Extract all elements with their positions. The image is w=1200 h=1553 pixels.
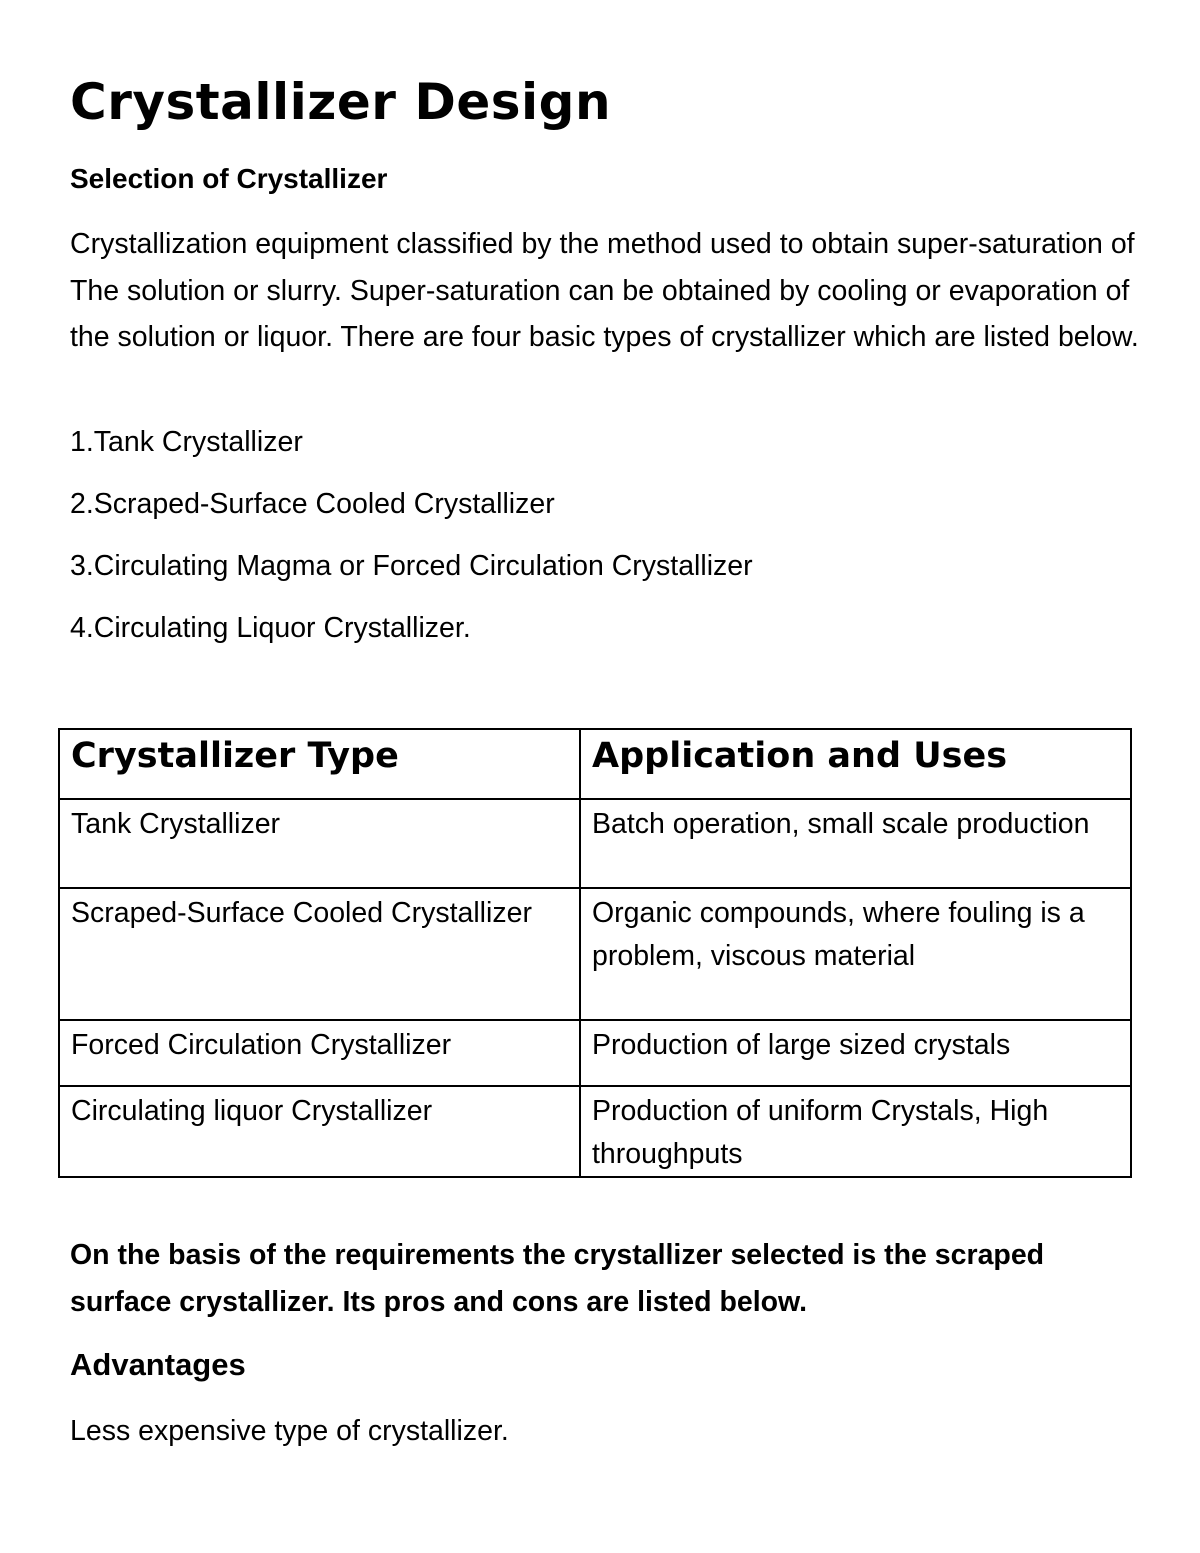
table-cell-application [580,799,1131,888]
advantages-text: Less expensive type of crystallizer. [70,1415,509,1447]
section-heading: Selection of Crystallizer [70,163,388,194]
table-row [59,1086,1131,1177]
table-row [59,1020,1131,1086]
table-cell-application: Production of large sized crystals [580,1020,1131,1086]
table-header-type: Crystallizer Type [59,729,580,799]
table-row [59,799,1131,888]
page-title: Crystallizer Design [70,73,612,131]
table-header-application: Application and Uses [580,729,1131,799]
cell-text: Batch operation, small scale production [592,808,1090,840]
table-row [59,888,1131,1020]
table-cell-application: Organic compounds, where fouling is a problem, viscous material [580,888,1131,1020]
list-item: 3.Circulating Magma or Forced Circulation Crystallizer [70,550,753,582]
list-item: 1.Tank Crystallizer [70,426,303,458]
crystallizer-table [58,728,1132,1178]
table-cell-type: Circulating liquor Crystallizer [59,1086,580,1177]
table-cell-type: Forced Circulation Crystallizer [59,1020,580,1086]
table-cell-type: Tank Crystallizer [59,799,580,888]
table-cell-application: Production of uniform Crystals, High throughputs [580,1086,1131,1177]
list-item: 2.Scraped-Surface Cooled Crystallizer [70,488,555,520]
crystallizer-type-list [70,422,753,670]
table-header-row [59,729,1131,799]
intro-paragraph: Crystallization equipment classified by the method used to obtain super-saturation of The solution or slurry. Super-saturation can be obtained by cooling or evaporation of the solution or liquor. There are four basic types of crystallizer which are listed below. [70,228,1139,353]
list-item: 4.Circulating Liquor Crystallizer. [70,612,471,644]
table-cell-type: Scraped-Surface Cooled Crystallizer [59,888,580,1020]
conclusion-paragraph: On the basis of the requirements the crystallizer selected is the scraped surface crystallizer. Its pros and cons are listed below. [70,1239,1045,1318]
advantages-heading: Advantages [70,1347,246,1382]
